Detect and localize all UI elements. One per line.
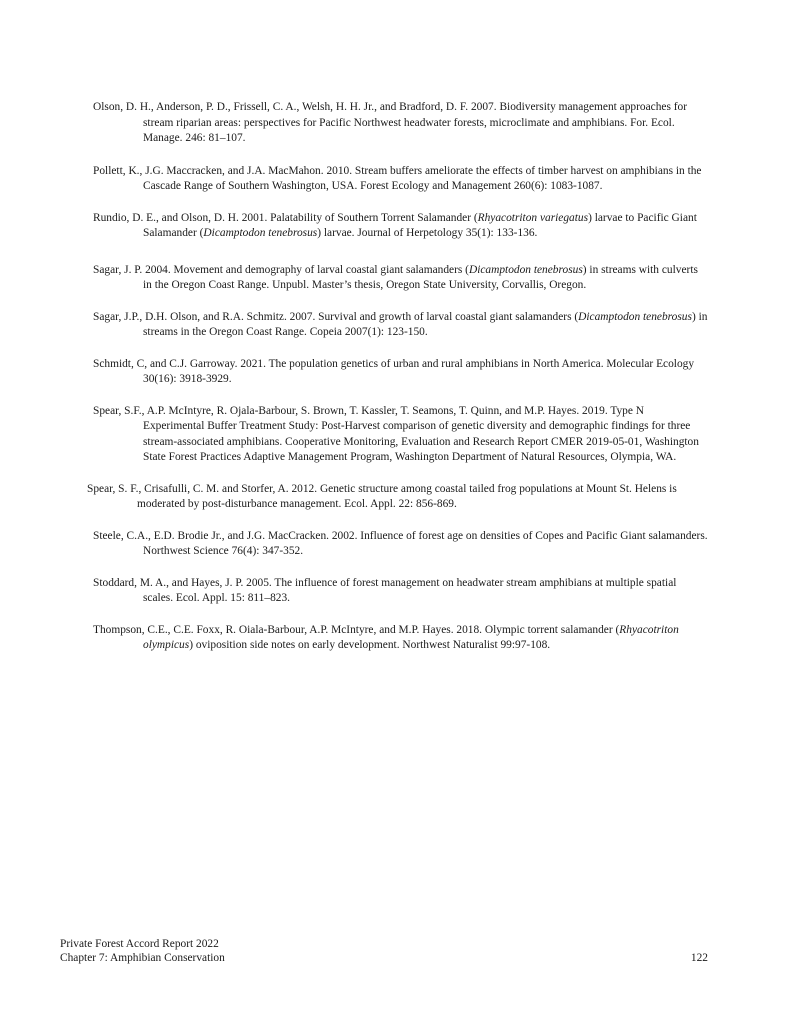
reference-text: Thompson, C.E., C.E. Foxx, R. Oiala-Barbour, A.P. McIntyre, and M.P. Hayes. 2018. Olympic torrent salamander (	[93, 623, 620, 636]
reference-entry	[93, 576, 708, 607]
species-name: Dicamptodon tenebrosus	[203, 227, 318, 239]
reference-entry	[87, 482, 708, 513]
footer-report-title: Private Forest Accord Report 2022	[60, 938, 219, 950]
reference-text: Olson, D. H., Anderson, P. D., Frissell, C. A., Welsh, H. H. Jr., and Bradford, D. F. 2007. Biodiversity management approaches for stream riparian areas: perspectives for Pacific Northwest headwater forests, microclimate and amphibians. For. Ecol. Manage. 246: 81–107.	[93, 101, 688, 144]
reference-entry	[93, 404, 708, 466]
reference-text: Steele, C.A., E.D. Brodie Jr., and J.G. MacCracken. 2002. Influence of forest age on densities of Copes and Pacific Giant salamanders. Northwest Science 76(4): 347-352.	[93, 529, 708, 557]
reference-text: Spear, S. F., Crisafulli, C. M. and Storfer, A. 2012. Genetic structure among coastal tailed frog populations at Mount St. Helens is moderated by post-disturbance management. Ecol. Appl. 22: 856-869.	[87, 482, 677, 510]
reference-text: ) larvae. Journal of Herpetology 35(1): 133-136.	[317, 227, 538, 239]
reference-text: Sagar, J.P., D.H. Olson, and R.A. Schmitz. 2007. Survival and growth of larval coastal giant salamanders (	[93, 310, 579, 323]
reference-text: Rundio, D. E., and Olson, D. H. 2001. Palatability of Southern Torrent Salamander (	[93, 211, 478, 224]
reference-text: Stoddard, M. A., and Hayes, J. P. 2005. The influence of forest management on headwater stream amphibians at multiple spatial scales. Ecol. Appl. 15: 811–823.	[93, 576, 677, 604]
reference-entry	[93, 357, 708, 388]
reference-entry	[93, 100, 708, 147]
reference-text: Spear, S.F., A.P. McIntyre, R. Ojala-Barbour, S. Brown, T. Kassler, T. Seamons, T. Quinn, and M.P. Hayes. 2019. Type N Experimental Buffer Treatment Study: Post-Harvest comparison of genetic diversity and demographic findings for three stream-associated amphibians. Cooperative Monitoring, Evaluation and Research Report CMER 2019-05-01, Washington State Forest Practices Adaptive Management Program, Washington Department of Natural Resources, Olympia, WA.	[93, 404, 699, 463]
page-number: 122	[690, 951, 708, 964]
reference-list	[87, 100, 708, 654]
reference-text: ) larvae to Pacific Giant Salamander (	[143, 211, 697, 239]
reference-entry	[93, 623, 708, 654]
reference-text: Schmidt, C, and C.J. Garroway. 2021. The population genetics of urban and rural amphibians in North America. Molecular Ecology 30(16): 3918-3929.	[93, 357, 695, 385]
reference-text: ) oviposition side notes on early development. Northwest Naturalist 99:97-108.	[189, 639, 551, 651]
reference-entry	[93, 263, 708, 294]
species-name: Dicamptodon tenebrosus	[468, 263, 583, 276]
footer-chapter: Chapter 7: Amphibian Conservation	[60, 951, 225, 964]
reference-text: ) in streams in the Oregon Coast Range. Copeia 2007(1): 123-150.	[143, 310, 708, 338]
reference-entry	[93, 310, 708, 341]
reference-text: Pollett, K., J.G. Maccracken, and J.A. MacMahon. 2010. Stream buffers ameliorate the effects of timber harvest on amphibians in the Cascade Range of Southern Washington, USA. Forest Ecology and Management 260(6): 1083-1087.	[93, 164, 702, 192]
reference-text: Sagar, J. P. 2004. Movement and demography of larval coastal giant salamanders (	[93, 263, 469, 276]
species-name: Rhyacotriton variegatus	[477, 211, 589, 224]
reference-entry	[93, 529, 708, 560]
species-name: Rhyacotriton olympicus	[143, 623, 679, 651]
page-footer	[60, 938, 708, 965]
species-name: Dicamptodon tenebrosus	[578, 310, 692, 323]
reference-entry	[93, 164, 708, 195]
reference-text: ) in streams with culverts in the Oregon Coast Range. Unpubl. Master’s thesis, Oregon State University, Corvallis, Oregon.	[143, 263, 698, 291]
reference-entry	[93, 211, 708, 242]
